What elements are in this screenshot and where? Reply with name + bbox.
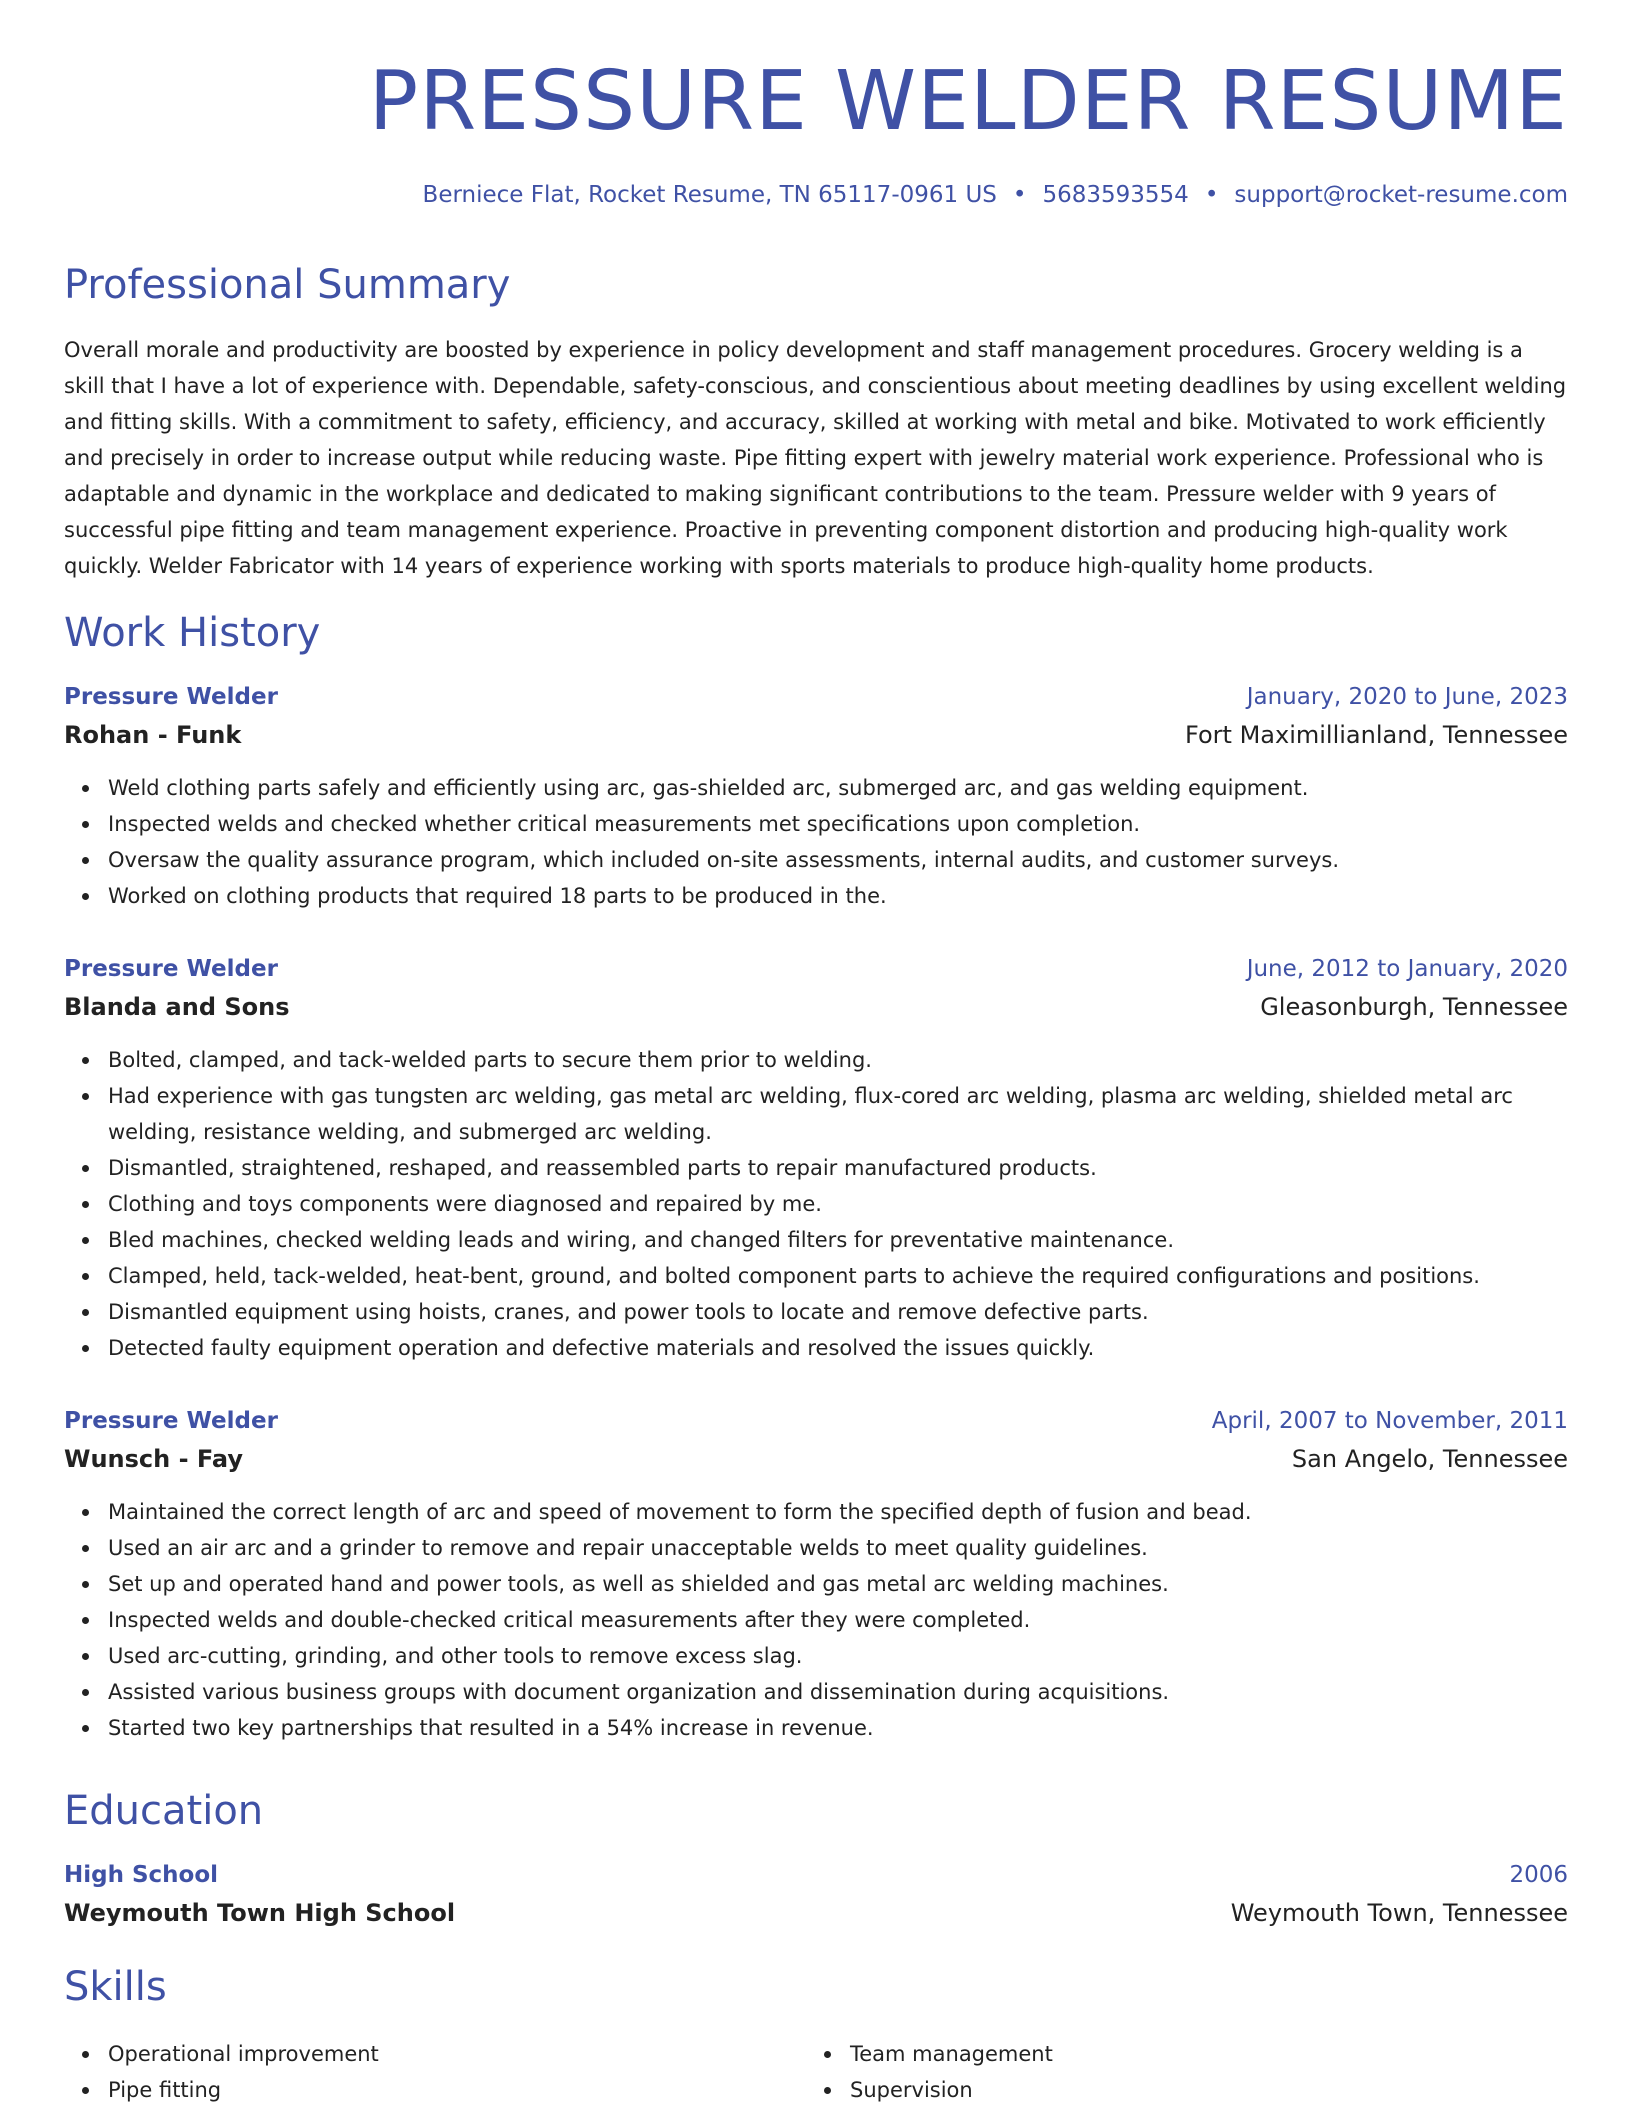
job-bullet: Had experience with gas tungsten arc welding, gas metal arc welding, flux-cored arc welding, plasma arc welding, shielded metal arc welding, resistance welding, and submerged arc welding. (108, 1078, 1568, 1150)
education-school-row (64, 1898, 1568, 1936)
job-role: Pressure Welder (64, 1408, 278, 1434)
job-bullet: Set up and operated hand and power tools, as well as shielded and gas metal arc welding machines. (108, 1566, 1568, 1602)
section-heading-work-history: Work History (64, 610, 321, 656)
job-employer-row (64, 720, 1568, 758)
job-role: Pressure Welder (64, 956, 278, 982)
job-entry (64, 682, 1568, 914)
job-bullet: Bled machines, checked welding leads and wiring, and changed filters for preventative maintenance. (108, 1222, 1568, 1258)
contact-separator: • (1204, 182, 1219, 208)
job-bullet: Dismantled, straightened, reshaped, and reassembled parts to repair manufactured products. (108, 1150, 1568, 1186)
job-employer: Blanda and Sons (64, 993, 290, 1021)
job-bullet-list (64, 1494, 1568, 1746)
education-location: Weymouth Town, Tennessee (1230, 1899, 1568, 1927)
job-bullet-list (64, 1042, 1568, 1366)
education-degree: High School (64, 1862, 219, 1888)
job-dates: June, 2012 to January, 2020 (1246, 956, 1568, 982)
job-bullet: Clamped, held, tack-welded, heat-bent, ground, and bolted component parts to achieve the required configurations and positions. (108, 1258, 1568, 1294)
job-bullet: Dismantled equipment using hoists, cranes, and power tools to locate and remove defective parts. (108, 1294, 1568, 1330)
job-bullet: Oversaw the quality assurance program, which included on-site assessments, internal audits, and customer surveys. (108, 842, 1568, 878)
job-bullet: Inspected welds and double-checked critical measurements after they were completed. (108, 1602, 1568, 1638)
education-year: 2006 (1509, 1862, 1568, 1888)
job-employer: Wunsch - Fay (64, 1445, 244, 1473)
job-dates: January, 2020 to June, 2023 (1246, 684, 1568, 710)
job-bullet: Clothing and toys components were diagnosed and repaired by me. (108, 1186, 1568, 1222)
job-employer: Rohan - Funk (64, 721, 242, 749)
job-bullet: Assisted various business groups with document organization and dissemination during acquisitions. (108, 1674, 1568, 1710)
job-bullet: Detected faulty equipment operation and defective materials and resolved the issues quickly. (108, 1330, 1568, 1366)
job-title-row (64, 682, 1568, 720)
job-entry (64, 1406, 1568, 1746)
contact-email: support@rocket-resume.com (1234, 182, 1568, 208)
job-bullet: Used arc-cutting, grinding, and other tools to remove excess slag. (108, 1638, 1568, 1674)
section-heading-education: Education (64, 1788, 264, 1834)
job-bullet: Bolted, clamped, and tack-welded parts to secure them prior to welding. (108, 1042, 1568, 1078)
job-location: San Angelo, Tennessee (1291, 1445, 1568, 1473)
contact-line (64, 180, 1568, 210)
education-degree-row (64, 1860, 1568, 1898)
skills-column-2 (806, 2036, 1053, 2108)
job-bullet: Maintained the correct length of arc and speed of movement to form the specified depth of fusion and bead. (108, 1494, 1568, 1530)
job-bullet: Weld clothing parts safely and efficiently using arc, gas-shielded arc, submerged arc, and gas welding equipment. (108, 770, 1568, 806)
job-employer-row (64, 1444, 1568, 1482)
job-role: Pressure Welder (64, 684, 278, 710)
contact-phone: 5683593554 (1042, 182, 1189, 208)
resume-title: PRESSURE WELDER RESUME (368, 54, 1568, 149)
job-location: Fort Maximillianland, Tennessee (1185, 721, 1568, 749)
education-entry (64, 1860, 1568, 1936)
job-location: Gleasonburgh, Tennessee (1260, 993, 1568, 1021)
job-bullet: Inspected welds and checked whether critical measurements met specifications upon completion. (108, 806, 1568, 842)
job-title-row (64, 954, 1568, 992)
skill-item: Supervision (850, 2072, 1053, 2108)
summary-text: Overall morale and productivity are boosted by experience in policy development and staff management procedures. Grocery welding is a skill that I have a lot of experience with. Dependable, safety-conscious, and conscientious about meeting deadlines by using excellent welding and fitting skills. With a commitment to safety, efficiency, and accuracy, skilled at working with metal and bike. Motivated to work efficiently and precisely in order to increase output while reducing waste. Pipe fitting expert with jewelry material work experience. Professional who is adaptable and dynamic in the workplace and dedicated to making significant contributions to the team. Pressure welder with 9 years of successful pipe fitting and team management experience. Proactive in preventing component distortion and producing high-quality work quickly. Welder Fabricator with 14 years of experience working with sports materials to produce high-quality home products. (64, 338, 1567, 578)
section-heading-skills: Skills (64, 1964, 167, 2010)
section-heading-summary: Professional Summary (64, 262, 511, 308)
skills-column-1 (64, 2036, 379, 2108)
job-entry (64, 954, 1568, 1366)
job-bullet: Used an air arc and a grinder to remove and repair unacceptable welds to meet quality guidelines. (108, 1530, 1568, 1566)
contact-address: Berniece Flat, Rocket Resume, TN 65117-0961 US (422, 182, 997, 208)
job-employer-row (64, 992, 1568, 1030)
skill-item: Pipe fitting (108, 2072, 379, 2108)
job-bullet: Started two key partnerships that resulted in a 54% increase in revenue. (108, 1710, 1568, 1746)
job-title-row (64, 1406, 1568, 1444)
education-school: Weymouth Town High School (64, 1899, 456, 1927)
job-bullet-list (64, 770, 1568, 914)
contact-separator: • (1012, 182, 1027, 208)
skill-item: Operational improvement (108, 2036, 379, 2072)
skill-item: Team management (850, 2036, 1053, 2072)
job-bullet: Worked on clothing products that required 18 parts to be produced in the. (108, 878, 1568, 914)
job-dates: April, 2007 to November, 2011 (1211, 1408, 1568, 1434)
